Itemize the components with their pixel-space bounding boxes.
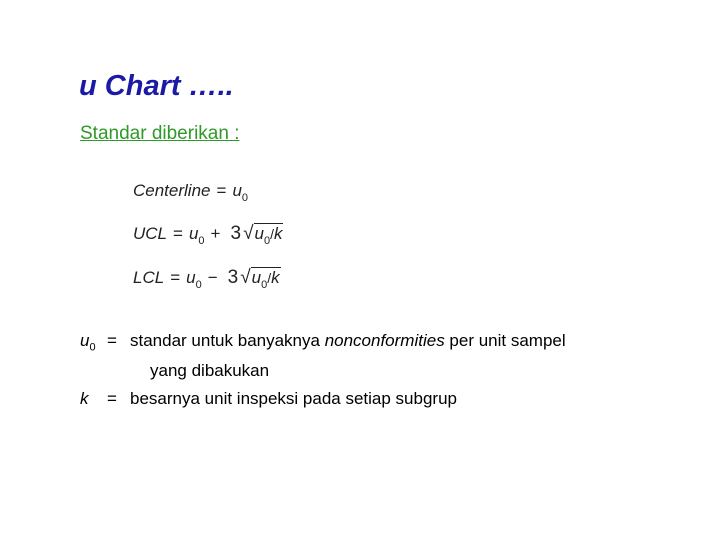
formula-block	[133, 175, 453, 300]
rad-sub: 0	[261, 279, 268, 291]
u-sub: 0	[241, 192, 249, 204]
ucl-formula	[133, 222, 283, 253]
plus-sign: +	[210, 224, 221, 243]
slash: /	[267, 270, 272, 286]
equals-sign: =	[216, 181, 227, 200]
slide-title	[79, 66, 234, 106]
lcl-formula	[133, 266, 281, 297]
centerline-formula	[133, 179, 248, 210]
lcl-label: LCL	[133, 268, 165, 287]
radicand	[254, 223, 284, 247]
u-var: u	[188, 224, 199, 243]
definitions	[80, 327, 566, 413]
rad-sub: 0	[263, 235, 271, 247]
subtitle: Standar diberikan :	[80, 123, 240, 144]
definition-u0-continuation: yang dibakukan	[150, 361, 270, 381]
minus-sign: −	[207, 268, 218, 287]
title-letter: u	[79, 70, 97, 102]
definition-text: standar untuk banyaknya nonconformities per unit sampel	[130, 331, 566, 350]
u-sub: 0	[198, 235, 205, 247]
slash: /	[270, 226, 274, 242]
equals-sign: =	[107, 331, 117, 350]
title-dots: …..	[188, 70, 234, 102]
ucl-label: UCL	[133, 224, 168, 243]
denom: k	[271, 268, 280, 287]
centerline-label: Centerline	[133, 181, 211, 200]
factor: 3	[227, 267, 239, 288]
sqrt-icon: √	[243, 223, 254, 244]
rad-var: u	[254, 224, 264, 243]
title-word: Chart	[104, 70, 181, 102]
u-var: u	[232, 181, 242, 200]
factor: 3	[230, 223, 242, 244]
u-var: u	[186, 268, 196, 287]
rad-var: u	[251, 268, 262, 287]
equals-sign: =	[107, 389, 117, 409]
symbol-k: k	[80, 389, 89, 409]
equals-sign: =	[173, 224, 183, 243]
radicand	[251, 267, 281, 291]
definition-k	[80, 385, 566, 413]
equals-sign: =	[170, 268, 181, 287]
symbol-u0: $u_0$	[80, 331, 96, 354]
definition-text: besarnya unit inspeksi pada setiap subgrup	[130, 389, 457, 409]
definition-u0	[80, 327, 566, 361]
denom: k	[273, 224, 283, 243]
u-sub: 0	[195, 279, 202, 291]
sqrt-icon: √	[240, 267, 251, 288]
